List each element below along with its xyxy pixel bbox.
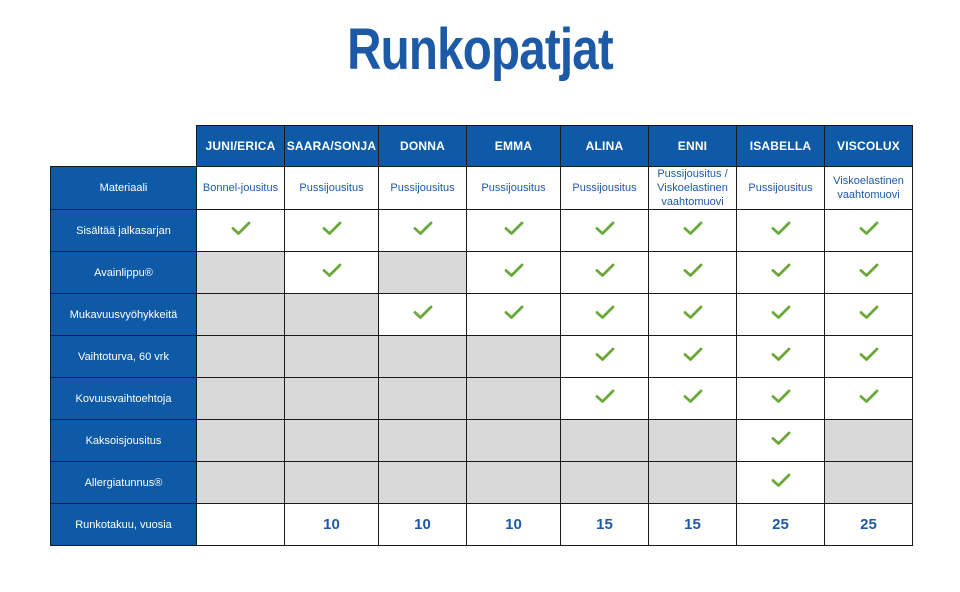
feature-cell-included bbox=[825, 252, 913, 294]
feature-cell-excluded bbox=[285, 294, 379, 336]
material-cell: Pussijousitus bbox=[737, 167, 825, 210]
checkmark-icon bbox=[771, 346, 791, 362]
row-label: Sisältää jalkasarjan bbox=[51, 210, 197, 252]
checkmark-icon bbox=[504, 220, 524, 236]
checkmark-icon bbox=[595, 220, 615, 236]
checkmark-icon bbox=[322, 220, 342, 236]
feature-cell-excluded bbox=[825, 462, 913, 504]
checkmark-icon bbox=[683, 220, 703, 236]
checkmark-icon bbox=[683, 262, 703, 278]
feature-cell-included bbox=[737, 336, 825, 378]
checkmark-icon bbox=[683, 346, 703, 362]
feature-cell-excluded bbox=[197, 336, 285, 378]
row-label: Runkotakuu, vuosia bbox=[51, 504, 197, 546]
column-header: ALINA bbox=[561, 126, 649, 167]
feature-cell-included bbox=[737, 420, 825, 462]
row-label: Allergiatunnus® bbox=[51, 462, 197, 504]
checkmark-icon bbox=[504, 262, 524, 278]
feature-cell-included bbox=[561, 294, 649, 336]
row-label: Kaksoisjousitus bbox=[51, 420, 197, 462]
checkmark-icon bbox=[859, 304, 879, 320]
feature-cell-excluded bbox=[197, 420, 285, 462]
warranty-cell: 15 bbox=[649, 504, 737, 546]
checkmark-icon bbox=[859, 262, 879, 278]
column-header: JUNI/ERICA bbox=[197, 126, 285, 167]
material-cell: Viskoelastinen vaahtomuovi bbox=[825, 167, 913, 210]
feature-cell-excluded bbox=[197, 294, 285, 336]
feature-row bbox=[51, 462, 913, 504]
feature-cell-included bbox=[561, 336, 649, 378]
feature-cell-included bbox=[649, 378, 737, 420]
column-header: SAARA/SONJA bbox=[285, 126, 379, 167]
column-header: VISCOLUX bbox=[825, 126, 913, 167]
checkmark-icon bbox=[771, 430, 791, 446]
feature-cell-included bbox=[467, 210, 561, 252]
feature-cell-included bbox=[825, 378, 913, 420]
feature-cell-included bbox=[737, 210, 825, 252]
material-cell: Pussijousitus bbox=[285, 167, 379, 210]
feature-cell-excluded bbox=[285, 462, 379, 504]
column-header: ISABELLA bbox=[737, 126, 825, 167]
warranty-row bbox=[51, 504, 913, 546]
feature-cell-included bbox=[561, 378, 649, 420]
feature-cell-excluded bbox=[379, 336, 467, 378]
checkmark-icon bbox=[771, 388, 791, 404]
feature-cell-excluded bbox=[649, 420, 737, 462]
feature-cell-included bbox=[825, 210, 913, 252]
feature-cell-included bbox=[379, 294, 467, 336]
comparison-table bbox=[50, 125, 913, 546]
column-header: DONNA bbox=[379, 126, 467, 167]
feature-cell-excluded bbox=[825, 420, 913, 462]
checkmark-icon bbox=[859, 346, 879, 362]
feature-cell-included bbox=[467, 294, 561, 336]
feature-cell-excluded bbox=[379, 252, 467, 294]
feature-cell-included bbox=[379, 210, 467, 252]
material-cell: Pussijousitus bbox=[561, 167, 649, 210]
feature-cell-included bbox=[649, 210, 737, 252]
feature-cell-excluded bbox=[467, 336, 561, 378]
column-header: EMMA bbox=[467, 126, 561, 167]
checkmark-icon bbox=[595, 262, 615, 278]
feature-row bbox=[51, 252, 913, 294]
material-cell: Pussijousitus / Viskoelastinen vaahtomuovi bbox=[649, 167, 737, 210]
row-label: Kovuusvaihtoehtoja bbox=[51, 378, 197, 420]
material-cell: Pussijousitus bbox=[379, 167, 467, 210]
checkmark-icon bbox=[771, 304, 791, 320]
feature-cell-included bbox=[649, 252, 737, 294]
feature-cell-excluded bbox=[467, 420, 561, 462]
feature-cell-excluded bbox=[467, 378, 561, 420]
feature-cell-included bbox=[561, 210, 649, 252]
checkmark-icon bbox=[859, 220, 879, 236]
checkmark-icon bbox=[504, 304, 524, 320]
warranty-cell: 10 bbox=[379, 504, 467, 546]
row-label: Materiaali bbox=[51, 167, 197, 210]
feature-cell-included bbox=[561, 252, 649, 294]
checkmark-icon bbox=[413, 304, 433, 320]
material-cell: Pussijousitus bbox=[467, 167, 561, 210]
warranty-cell: 10 bbox=[285, 504, 379, 546]
feature-cell-included bbox=[825, 294, 913, 336]
checkmark-icon bbox=[231, 220, 251, 236]
checkmark-icon bbox=[771, 472, 791, 488]
feature-cell-excluded bbox=[285, 378, 379, 420]
material-row bbox=[51, 167, 913, 210]
feature-row bbox=[51, 294, 913, 336]
feature-cell-excluded bbox=[197, 378, 285, 420]
feature-cell-included bbox=[285, 210, 379, 252]
checkmark-icon bbox=[595, 304, 615, 320]
feature-cell-excluded bbox=[197, 252, 285, 294]
checkmark-icon bbox=[683, 304, 703, 320]
feature-cell-included bbox=[197, 210, 285, 252]
material-cell: Bonnel-jousitus bbox=[197, 167, 285, 210]
feature-cell-excluded bbox=[197, 462, 285, 504]
warranty-cell: 25 bbox=[737, 504, 825, 546]
feature-cell-included bbox=[467, 252, 561, 294]
checkmark-icon bbox=[859, 388, 879, 404]
feature-cell-included bbox=[649, 336, 737, 378]
feature-cell-excluded bbox=[379, 378, 467, 420]
feature-row bbox=[51, 210, 913, 252]
checkmark-icon bbox=[595, 388, 615, 404]
feature-row bbox=[51, 336, 913, 378]
header-row bbox=[51, 126, 913, 167]
feature-cell-included bbox=[649, 294, 737, 336]
feature-cell-included bbox=[737, 252, 825, 294]
checkmark-icon bbox=[322, 262, 342, 278]
row-label: Avainlippu® bbox=[51, 252, 197, 294]
feature-cell-excluded bbox=[285, 420, 379, 462]
row-label: Vaihtoturva, 60 vrk bbox=[51, 336, 197, 378]
page-title: Runkopatjat bbox=[347, 17, 613, 82]
feature-cell-included bbox=[825, 336, 913, 378]
feature-cell-included bbox=[737, 294, 825, 336]
feature-cell-included bbox=[285, 252, 379, 294]
feature-cell-included bbox=[737, 378, 825, 420]
checkmark-icon bbox=[771, 262, 791, 278]
checkmark-icon bbox=[595, 346, 615, 362]
feature-cell-excluded bbox=[561, 462, 649, 504]
checkmark-icon bbox=[413, 220, 433, 236]
column-header: ENNI bbox=[649, 126, 737, 167]
feature-row bbox=[51, 420, 913, 462]
feature-cell-excluded bbox=[379, 462, 467, 504]
feature-row bbox=[51, 378, 913, 420]
warranty-cell bbox=[197, 504, 285, 546]
feature-cell-excluded bbox=[285, 336, 379, 378]
feature-cell-excluded bbox=[649, 462, 737, 504]
warranty-cell: 15 bbox=[561, 504, 649, 546]
warranty-cell: 25 bbox=[825, 504, 913, 546]
warranty-cell: 10 bbox=[467, 504, 561, 546]
checkmark-icon bbox=[771, 220, 791, 236]
row-label: Mukavuusvyöhykkeitä bbox=[51, 294, 197, 336]
corner-cell bbox=[51, 126, 197, 167]
feature-cell-excluded bbox=[561, 420, 649, 462]
feature-cell-included bbox=[737, 462, 825, 504]
feature-cell-excluded bbox=[379, 420, 467, 462]
checkmark-icon bbox=[683, 388, 703, 404]
feature-cell-excluded bbox=[467, 462, 561, 504]
